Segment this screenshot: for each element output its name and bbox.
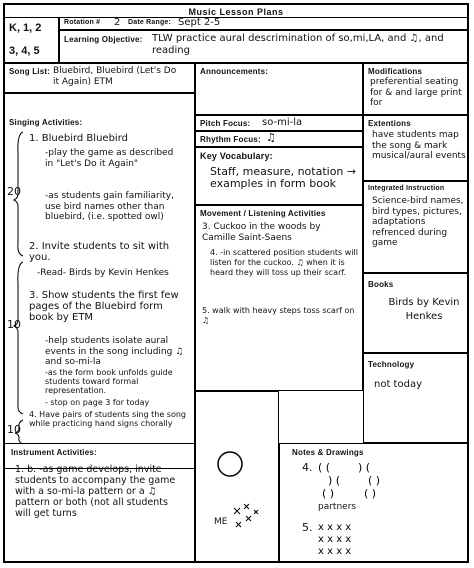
notes-item-4: 4. [302, 461, 313, 474]
announcements-cell [195, 63, 363, 115]
modifications-value: preferential seating for & and large print for [370, 77, 462, 108]
drawing-me-label: ME [214, 517, 228, 527]
instrument-label: Instrument Activities: [11, 448, 97, 457]
vocabulary-cell [195, 147, 363, 205]
vocabulary-label: Key Vocabulary: [200, 151, 273, 161]
drawing-sketch [196, 392, 279, 561]
movement-line-1: 3. Cuckoo in the woods by Camille Saint-Saens [202, 222, 321, 243]
rhythm-focus-cell [195, 131, 363, 147]
books-label: Books [368, 280, 394, 289]
singing-line-9: - stop on page 3 for today [45, 398, 150, 407]
modifications-cell [363, 63, 469, 115]
movement-line-3: 5. walk with heavy steps toss scarf on ♫ [202, 306, 355, 325]
song-list-value: Bluebird, Bluebird (Let's Do it Again) ETM [53, 66, 177, 87]
svg-text:) (: ) ( [358, 461, 371, 474]
books-value: Birds by Kevin Henkes [388, 297, 460, 322]
svg-text:( ): ( ) [364, 487, 377, 500]
instrument-line-1: 1. b. -as game develops, invite students to accompany the game with a so-mi-la pattern or a ♫ pattern or both (not all students will get turns [15, 464, 176, 519]
svg-text:) (: ) ( [328, 474, 341, 487]
svg-text:x x x x: x x x x [318, 522, 352, 533]
rhythm-focus-value: ♫ [266, 131, 276, 144]
singing-line-3: -as students gain familiarity, use bird names other than bluebird, (i.e. spotted owl) [45, 191, 174, 222]
integrated-label: Integrated Instruction [368, 185, 445, 192]
movement-line-2: 4. -in scattered position students will listen for the cuckoo. ♫ when it is heard they will toss up their scarf. [210, 248, 358, 277]
vocabulary-value: Staff, measure, notation → examples in form book [210, 165, 357, 190]
grades-cell [5, 17, 59, 63]
objective-label: Learning Objective: [64, 35, 143, 44]
singing-cell [5, 93, 195, 469]
svg-text:( ): ( ) [322, 487, 335, 500]
lesson-plan-sheet [3, 3, 469, 563]
singing-line-2: -play the game as described in "Let's Do it Again" [45, 148, 174, 169]
svg-text:x x x x: x x x x [318, 546, 352, 556]
grades-345: 3, 4, 5 [9, 45, 40, 57]
pitch-focus-cell [195, 115, 363, 131]
notes-item-5: 5. [302, 521, 313, 534]
svg-text:( ): ( ) [368, 474, 381, 487]
instrument-cell [5, 443, 195, 561]
pitch-focus-label: Pitch Focus: [200, 119, 251, 128]
singing-line-8: -as the form book unfolds guide students toward formal representation. [45, 368, 173, 395]
singing-line-1: 1. Bluebird Bluebird [29, 133, 128, 144]
objective-value: TLW practice aural descrimination of so,mi,LA, and ♫, and reading [152, 33, 444, 56]
time-mark-10b: 10 [7, 423, 21, 436]
svg-text:( (: ( ( [318, 461, 331, 474]
notes-label: Notes & Drawings [292, 448, 364, 457]
notes-partners: partners [318, 502, 357, 512]
margin-braces [5, 94, 29, 469]
integrated-value: Science-bird names, bird types, pictures, adaptations refrenced during game [372, 196, 464, 248]
objective-row [59, 30, 469, 63]
rotation-label: Rotation # [64, 19, 101, 26]
extentions-label: Extentions [368, 119, 411, 128]
singing-label: Singing Activities: [9, 118, 83, 127]
technology-label: Technology [368, 360, 415, 369]
time-mark-10a: 10 [7, 318, 21, 331]
announcements-label: Announcements: [200, 67, 269, 76]
grades-k12: K, 1, 2 [9, 22, 42, 34]
song-list-cell [5, 63, 195, 93]
singing-line-5: -Read- Birds by Kevin Henkes [37, 268, 169, 278]
drawing-cell [195, 391, 279, 561]
svg-text:x x x x: x x x x [318, 534, 352, 545]
time-mark-20: 20 [7, 185, 21, 198]
singing-line-10: 4. Have pairs of students sing the song while practicing hand signs chorally [29, 410, 187, 428]
technology-value: not today [374, 379, 422, 390]
singing-line-6: 3. Show students the first few pages of the Bluebird form book by ETM [29, 290, 179, 323]
notes-x-marks [318, 520, 398, 556]
modifications-label: Modifications [368, 67, 423, 76]
song-list-label: Song List: [9, 67, 51, 76]
movement-cell [195, 205, 363, 391]
rotation-value: 2 [114, 17, 121, 28]
date-range-value: Sept 2-5 [178, 17, 221, 28]
notes-cell [279, 443, 469, 561]
extentions-cell [363, 115, 469, 181]
rotation-date-row [59, 17, 469, 30]
page-title: Music Lesson Plans [188, 7, 284, 17]
movement-label: Movement / Listening Activities [200, 209, 326, 218]
singing-line-4: 2. Invite students to sit with you. [29, 241, 170, 263]
notes-pair-marks [318, 460, 428, 500]
extentions-value: have students map the song & mark musical/aural events [372, 130, 466, 161]
books-cell [363, 273, 469, 353]
date-range-label: Date Range: [128, 19, 172, 26]
integrated-cell [363, 181, 469, 273]
rhythm-focus-label: Rhythm Focus: [200, 135, 261, 144]
pitch-focus-value: so-mi-la [262, 117, 303, 128]
technology-cell [363, 353, 469, 443]
singing-line-7: -help students isolate aural events in the song including ♫ and so-mi-la [45, 336, 184, 367]
